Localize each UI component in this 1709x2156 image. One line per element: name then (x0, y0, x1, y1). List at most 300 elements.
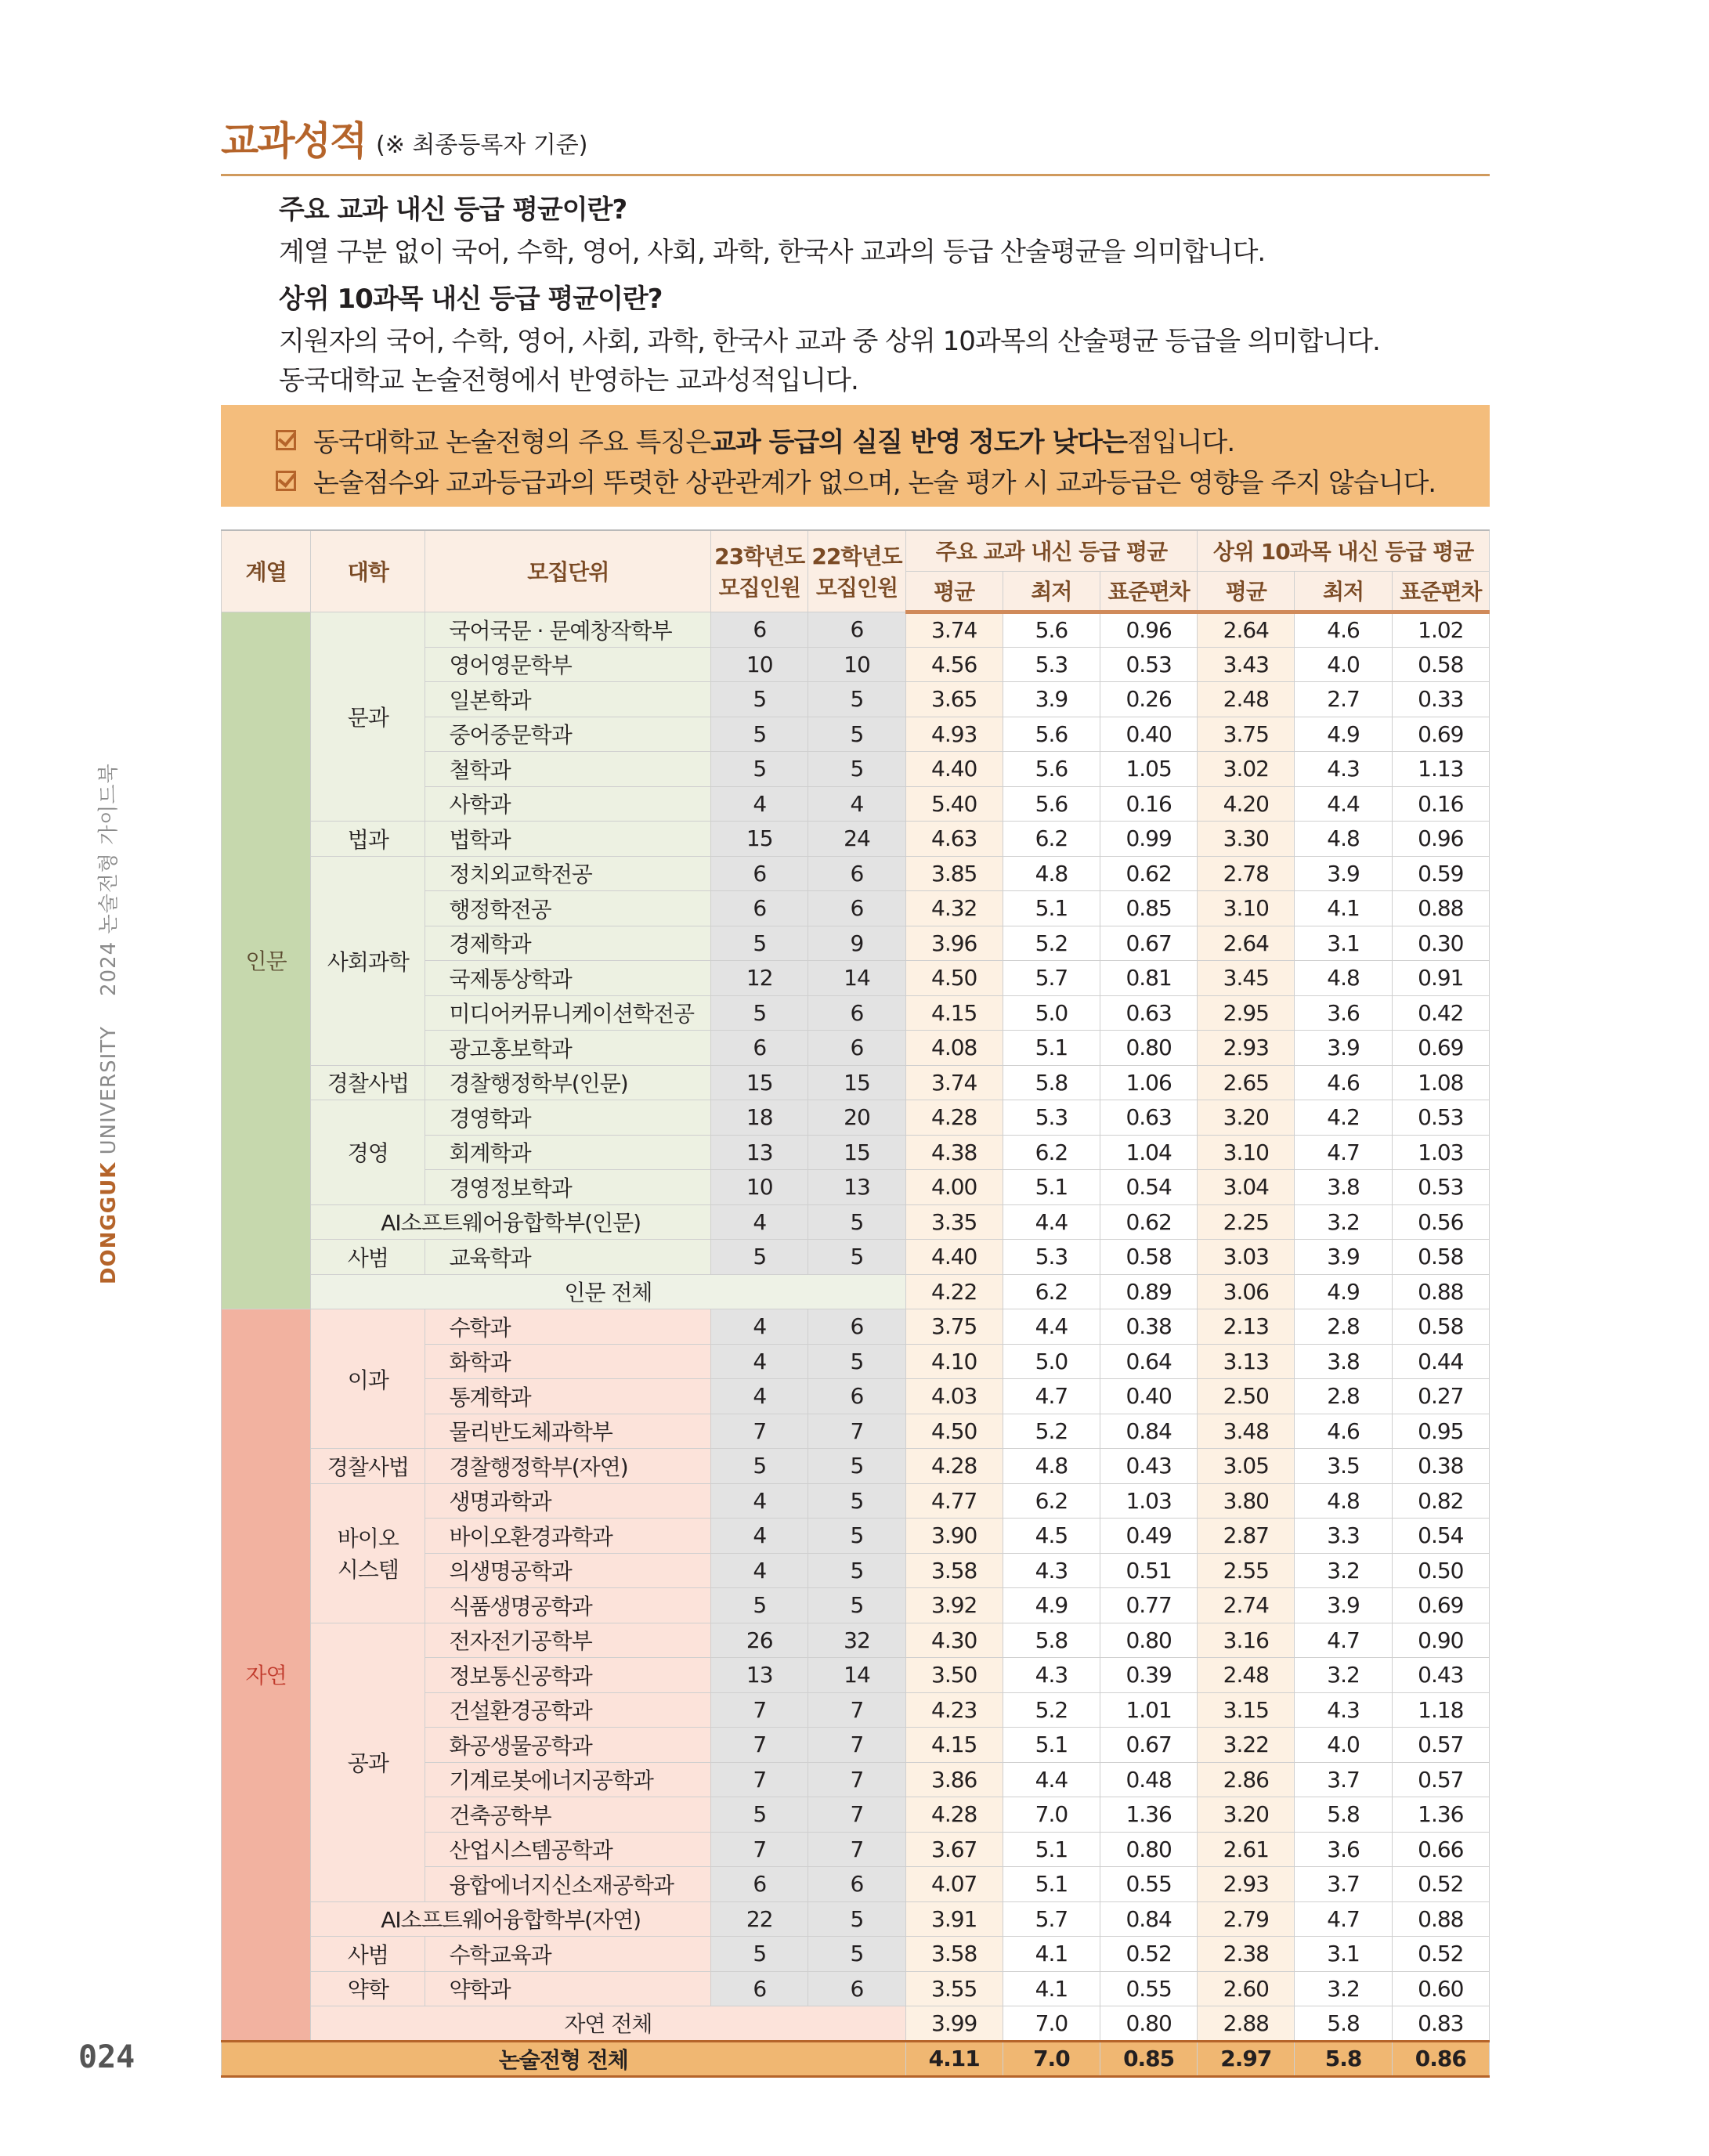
table-row (222, 1100, 1490, 1136)
top10-std-cell: 0.16 (1392, 786, 1489, 822)
group-cell: 인문 (222, 612, 311, 1309)
quota-22-cell: 5 (808, 1553, 905, 1588)
header-std: 표준편차 (1100, 571, 1198, 612)
top10-avg-cell: 2.38 (1198, 1937, 1295, 1972)
unit-cell: 미디어커뮤니케이션학전공 (425, 995, 711, 1031)
header-avg: 평균 (1198, 571, 1295, 612)
subtotal-label: 자연 전체 (311, 2006, 905, 2042)
grades-table (221, 529, 1490, 2078)
main-std-cell: 0.38 (1100, 1309, 1198, 1345)
main-std-cell: 0.85 (1100, 2041, 1198, 2076)
main-min-cell: 5.2 (1003, 926, 1100, 961)
quota-22-cell: 5 (808, 1937, 905, 1972)
top10-std-cell: 0.52 (1392, 1937, 1489, 1972)
main-min-cell: 7.0 (1003, 2006, 1100, 2042)
main-avg-cell: 3.85 (905, 856, 1003, 891)
quota-23-cell: 5 (711, 682, 808, 717)
header-unit: 모집단위 (425, 530, 711, 612)
quota-22-cell: 6 (808, 612, 905, 647)
quota-22-cell: 7 (808, 1728, 905, 1763)
main-avg-cell: 4.00 (905, 1170, 1003, 1205)
top10-std-cell: 1.18 (1392, 1692, 1489, 1728)
main-avg-cell: 3.58 (905, 1937, 1003, 1972)
top10-min-cell: 3.2 (1295, 1553, 1392, 1588)
top10-std-cell: 0.44 (1392, 1344, 1489, 1379)
main-min-cell: 5.6 (1003, 717, 1100, 752)
top10-min-cell: 4.6 (1295, 1065, 1392, 1100)
quota-23-cell: 6 (711, 612, 808, 647)
main-min-cell: 5.1 (1003, 1031, 1100, 1066)
main-avg-cell: 4.63 (905, 822, 1003, 857)
main-std-cell: 0.77 (1100, 1588, 1198, 1623)
top10-avg-cell: 2.93 (1198, 1867, 1295, 1902)
top10-min-cell: 5.8 (1295, 2041, 1392, 2076)
top10-avg-cell: 3.13 (1198, 1344, 1295, 1379)
top10-avg-cell: 3.30 (1198, 822, 1295, 857)
main-avg-cell: 4.50 (905, 1414, 1003, 1449)
header-group: 계열 (222, 530, 311, 612)
top10-avg-cell: 2.95 (1198, 995, 1295, 1031)
main-std-cell: 0.49 (1100, 1519, 1198, 1554)
main-std-cell: 0.39 (1100, 1658, 1198, 1693)
unit-cell: 교육학과 (425, 1240, 711, 1275)
main-std-cell: 0.81 (1100, 961, 1198, 996)
top10-avg-cell: 3.10 (1198, 891, 1295, 926)
quota-23-cell: 5 (711, 717, 808, 752)
unit-cell: 중어중문학과 (425, 717, 711, 752)
main-min-cell: 4.7 (1003, 1379, 1100, 1414)
top10-avg-cell: 3.10 (1198, 1135, 1295, 1170)
main-min-cell: 5.8 (1003, 1623, 1100, 1658)
quota-23-cell: 7 (711, 1832, 808, 1867)
quota-23-cell: 7 (711, 1692, 808, 1728)
college-cell: 사범 (311, 1240, 425, 1275)
main-avg-cell: 3.58 (905, 1553, 1003, 1588)
top10-min-cell: 4.9 (1295, 1274, 1392, 1309)
quota-23-cell: 5 (711, 1797, 808, 1833)
header-college: 대학 (311, 530, 425, 612)
top10-min-cell: 4.6 (1295, 1414, 1392, 1449)
main-avg-cell: 4.40 (905, 752, 1003, 787)
main-std-cell: 0.67 (1100, 926, 1198, 961)
main-avg-cell: 4.56 (905, 647, 1003, 682)
main-std-cell: 0.80 (1100, 1623, 1198, 1658)
quota-22-cell: 4 (808, 786, 905, 822)
main-avg-cell: 3.92 (905, 1588, 1003, 1623)
main-std-cell: 1.36 (1100, 1797, 1198, 1833)
unit-cell: AI소프트웨어융합학부(자연) (311, 1901, 711, 1937)
page-number: 024 (78, 2039, 135, 2075)
brand-suffix: UNIVERSITY (97, 1025, 121, 1162)
top10-min-cell: 4.7 (1295, 1901, 1392, 1937)
quota-23-cell: 5 (711, 1449, 808, 1484)
quota-23-cell: 7 (711, 1762, 808, 1797)
table-row (222, 1971, 1490, 2006)
top10-min-cell: 3.6 (1295, 1832, 1392, 1867)
top10-min-cell: 4.7 (1295, 1623, 1392, 1658)
unit-cell: 경찰행정학부(인문) (425, 1065, 711, 1100)
college-cell: 법과 (311, 822, 425, 857)
top10-avg-cell: 2.48 (1198, 1658, 1295, 1693)
unit-cell: 경영학과 (425, 1100, 711, 1136)
top10-std-cell: 0.54 (1392, 1519, 1489, 1554)
top10-avg-cell: 2.86 (1198, 1762, 1295, 1797)
main-std-cell: 0.80 (1100, 1832, 1198, 1867)
unit-cell: 기계로봇에너지공학과 (425, 1762, 711, 1797)
top10-avg-cell: 2.87 (1198, 1519, 1295, 1554)
quota-23-cell: 10 (711, 1170, 808, 1205)
quota-23-cell: 4 (711, 1344, 808, 1379)
main-avg-cell: 3.91 (905, 1901, 1003, 1937)
top10-min-cell: 4.8 (1295, 822, 1392, 857)
college-cell: 바이오 시스템 (311, 1483, 425, 1623)
title-note: (※ 최종등록자 기준) (376, 132, 588, 159)
main-avg-cell: 3.99 (905, 2006, 1003, 2042)
top10-min-cell: 3.5 (1295, 1449, 1392, 1484)
main-std-cell: 0.55 (1100, 1971, 1198, 2006)
college-cell: 문과 (311, 612, 425, 822)
brand-name: DONGGUK (97, 1161, 121, 1284)
main-avg-cell: 3.50 (905, 1658, 1003, 1693)
top10-std-cell: 0.88 (1392, 1901, 1489, 1937)
quota-23-cell: 4 (711, 786, 808, 822)
top10-avg-cell: 2.64 (1198, 612, 1295, 647)
quota-23-cell: 15 (711, 1065, 808, 1100)
quota-22-cell: 6 (808, 1031, 905, 1066)
unit-cell: 사학과 (425, 786, 711, 822)
main-min-cell: 4.3 (1003, 1553, 1100, 1588)
unit-cell: 영어영문학부 (425, 647, 711, 682)
main-std-cell: 0.64 (1100, 1344, 1198, 1379)
main-avg-cell: 4.22 (905, 1274, 1003, 1309)
top10-avg-cell: 3.20 (1198, 1100, 1295, 1136)
main-min-cell: 5.6 (1003, 786, 1100, 822)
group-cell: 자연 (222, 1309, 311, 2042)
top10-avg-cell: 3.04 (1198, 1170, 1295, 1205)
top10-min-cell: 4.3 (1295, 752, 1392, 787)
quota-22-cell: 5 (808, 1588, 905, 1623)
checkbox-icon (276, 430, 296, 450)
main-min-cell: 4.9 (1003, 1588, 1100, 1623)
top10-std-cell: 0.30 (1392, 926, 1489, 961)
table-row (222, 1901, 1490, 1937)
unit-cell: 화학과 (425, 1344, 711, 1379)
main-avg-cell: 4.93 (905, 717, 1003, 752)
table-row (222, 1937, 1490, 1972)
top10-avg-cell: 2.88 (1198, 2006, 1295, 2042)
top10-avg-cell: 3.03 (1198, 1240, 1295, 1275)
main-avg-cell: 4.28 (905, 1100, 1003, 1136)
notice-item-2 (276, 461, 1436, 500)
main-std-cell: 0.89 (1100, 1274, 1198, 1309)
main-min-cell: 6.2 (1003, 1483, 1100, 1519)
main-min-cell: 5.3 (1003, 1100, 1100, 1136)
quota-22-cell: 15 (808, 1135, 905, 1170)
unit-cell: 산업시스템공학과 (425, 1832, 711, 1867)
main-min-cell: 5.2 (1003, 1414, 1100, 1449)
main-std-cell: 0.43 (1100, 1449, 1198, 1484)
quota-23-cell: 15 (711, 822, 808, 857)
top10-min-cell: 3.6 (1295, 995, 1392, 1031)
unit-cell: 정보통신공학과 (425, 1658, 711, 1693)
main-std-cell: 0.80 (1100, 2006, 1198, 2042)
main-avg-cell: 4.23 (905, 1692, 1003, 1728)
main-min-cell: 4.1 (1003, 1937, 1100, 1972)
main-avg-cell: 4.08 (905, 1031, 1003, 1066)
unit-cell: 경찰행정학부(자연) (425, 1449, 711, 1484)
unit-cell: 의생명공학과 (425, 1553, 711, 1588)
quota-22-cell: 20 (808, 1100, 905, 1136)
top10-min-cell: 4.6 (1295, 612, 1392, 647)
main-std-cell: 0.96 (1100, 612, 1198, 647)
top10-min-cell: 3.3 (1295, 1519, 1392, 1554)
main-avg-cell: 4.77 (905, 1483, 1003, 1519)
top10-avg-cell: 2.97 (1198, 2041, 1295, 2076)
top10-avg-cell: 3.22 (1198, 1728, 1295, 1763)
header-main-average: 주요 교과 내신 등급 평균 (905, 530, 1198, 571)
unit-cell: AI소프트웨어융합학부(인문) (311, 1204, 711, 1240)
top10-min-cell: 2.7 (1295, 682, 1392, 717)
top10-std-cell: 0.86 (1392, 2041, 1489, 2076)
main-min-cell: 5.7 (1003, 1901, 1100, 1937)
main-min-cell: 5.1 (1003, 1832, 1100, 1867)
quota-22-cell: 5 (808, 1204, 905, 1240)
main-min-cell: 6.2 (1003, 1274, 1100, 1309)
quota-22-cell: 6 (808, 1971, 905, 2006)
main-std-cell: 0.52 (1100, 1937, 1198, 1972)
main-min-cell: 5.3 (1003, 647, 1100, 682)
main-std-cell: 0.40 (1100, 717, 1198, 752)
top10-std-cell: 0.50 (1392, 1553, 1489, 1588)
main-avg-cell: 4.28 (905, 1449, 1003, 1484)
main-avg-cell: 3.35 (905, 1204, 1003, 1240)
top10-std-cell: 0.82 (1392, 1483, 1489, 1519)
top10-min-cell: 3.7 (1295, 1867, 1392, 1902)
main-std-cell: 0.62 (1100, 1204, 1198, 1240)
college-cell: 경영 (311, 1100, 425, 1205)
college-cell: 사범 (311, 1937, 425, 1972)
top10-std-cell: 0.95 (1392, 1414, 1489, 1449)
top10-min-cell: 5.8 (1295, 1797, 1392, 1833)
unit-cell: 약학과 (425, 1971, 711, 2006)
top10-min-cell: 3.2 (1295, 1204, 1392, 1240)
checkbox-icon (276, 471, 296, 491)
quota-22-cell: 24 (808, 822, 905, 857)
quota-23-cell: 5 (711, 1937, 808, 1972)
main-std-cell: 0.51 (1100, 1553, 1198, 1588)
top10-std-cell: 0.69 (1392, 717, 1489, 752)
top10-avg-cell: 3.05 (1198, 1449, 1295, 1484)
main-min-cell: 3.9 (1003, 682, 1100, 717)
unit-cell: 철학과 (425, 752, 711, 787)
main-std-cell: 0.58 (1100, 1240, 1198, 1275)
top10-std-cell: 0.53 (1392, 1170, 1489, 1205)
unit-cell: 건축공학부 (425, 1797, 711, 1833)
top10-std-cell: 0.58 (1392, 1240, 1489, 1275)
unit-cell: 화공생물공학과 (425, 1728, 711, 1763)
top10-min-cell: 4.7 (1295, 1135, 1392, 1170)
unit-cell: 일본학과 (425, 682, 711, 717)
main-avg-cell: 3.65 (905, 682, 1003, 717)
college-cell: 사회과학 (311, 856, 425, 1065)
main-min-cell: 5.0 (1003, 1344, 1100, 1379)
main-avg-cell: 3.55 (905, 1971, 1003, 2006)
top10-avg-cell: 2.74 (1198, 1588, 1295, 1623)
top10-avg-cell: 2.64 (1198, 926, 1295, 961)
main-min-cell: 4.8 (1003, 856, 1100, 891)
top10-min-cell: 5.8 (1295, 2006, 1392, 2042)
main-std-cell: 0.67 (1100, 1728, 1198, 1763)
grand-total-row (222, 2041, 1490, 2076)
top10-avg-cell: 2.48 (1198, 682, 1295, 717)
top10-std-cell: 0.59 (1392, 856, 1489, 891)
main-min-cell: 4.8 (1003, 1449, 1100, 1484)
quota-22-cell: 5 (808, 1344, 905, 1379)
quota-22-cell: 6 (808, 995, 905, 1031)
unit-cell: 광고홍보학과 (425, 1031, 711, 1066)
quota-23-cell: 6 (711, 856, 808, 891)
top10-min-cell: 4.2 (1295, 1100, 1392, 1136)
main-std-cell: 0.80 (1100, 1031, 1198, 1066)
top10-min-cell: 3.9 (1295, 1240, 1392, 1275)
top10-std-cell: 0.58 (1392, 647, 1489, 682)
top10-std-cell: 0.91 (1392, 961, 1489, 996)
main-avg-cell: 4.38 (905, 1135, 1003, 1170)
unit-cell: 수학과 (425, 1309, 711, 1345)
quota-22-cell: 5 (808, 1519, 905, 1554)
main-std-cell: 0.16 (1100, 786, 1198, 822)
guide-title: 2024 논술전형 가이드북 (97, 763, 121, 996)
unit-cell: 식품생명공학과 (425, 1588, 711, 1623)
top10-min-cell: 4.8 (1295, 1483, 1392, 1519)
unit-cell: 경제학과 (425, 926, 711, 961)
notice-text: 점입니다. (1126, 427, 1235, 458)
top10-min-cell: 4.9 (1295, 717, 1392, 752)
main-avg-cell: 4.11 (905, 2041, 1003, 2076)
main-min-cell: 4.1 (1003, 1971, 1100, 2006)
quota-22-cell: 6 (808, 856, 905, 891)
subtotal-label: 인문 전체 (311, 1274, 905, 1309)
top10-avg-cell: 3.80 (1198, 1483, 1295, 1519)
quota-23-cell: 5 (711, 752, 808, 787)
top10-min-cell: 2.8 (1295, 1309, 1392, 1345)
question-main-average: 주요 교과 내신 등급 평균이란? (279, 194, 627, 226)
quota-23-cell: 12 (711, 961, 808, 996)
unit-cell: 바이오환경과학과 (425, 1519, 711, 1554)
subtotal-row (222, 2006, 1490, 2042)
quota-23-cell: 7 (711, 1414, 808, 1449)
answer-top10-line1: 지원자의 국어, 수학, 영어, 사회, 과학, 한국사 교과 중 상위 10과목의 산술평균 등급을 의미합니다. (279, 326, 1380, 357)
top10-min-cell: 4.8 (1295, 961, 1392, 996)
main-avg-cell: 3.75 (905, 1309, 1003, 1345)
table-row (222, 856, 1490, 891)
main-std-cell: 0.48 (1100, 1762, 1198, 1797)
unit-cell: 행정학전공 (425, 891, 711, 926)
main-std-cell: 1.05 (1100, 752, 1198, 787)
quota-22-cell: 5 (808, 1240, 905, 1275)
top10-std-cell: 0.69 (1392, 1031, 1489, 1066)
subtotal-row (222, 1274, 1490, 1309)
top10-avg-cell: 2.55 (1198, 1553, 1295, 1588)
quota-23-cell: 7 (711, 1728, 808, 1763)
quota-22-cell: 5 (808, 1449, 905, 1484)
quota-23-cell: 4 (711, 1553, 808, 1588)
table-row (222, 1204, 1490, 1240)
main-avg-cell: 4.15 (905, 995, 1003, 1031)
quota-22-cell: 6 (808, 1309, 905, 1345)
college-cell: 경찰사법 (311, 1065, 425, 1100)
main-std-cell: 1.04 (1100, 1135, 1198, 1170)
top10-avg-cell: 3.43 (1198, 647, 1295, 682)
main-min-cell: 6.2 (1003, 822, 1100, 857)
main-std-cell: 1.03 (1100, 1483, 1198, 1519)
quota-23-cell: 18 (711, 1100, 808, 1136)
unit-cell: 수학교육과 (425, 1937, 711, 1972)
header-std: 표준편차 (1392, 571, 1489, 612)
top10-std-cell: 0.52 (1392, 1867, 1489, 1902)
quota-22-cell: 10 (808, 647, 905, 682)
quota-23-cell: 5 (711, 1240, 808, 1275)
quota-22-cell: 7 (808, 1692, 905, 1728)
top10-min-cell: 3.7 (1295, 1762, 1392, 1797)
top10-avg-cell: 2.50 (1198, 1379, 1295, 1414)
main-min-cell: 5.1 (1003, 1170, 1100, 1205)
table-row (222, 1449, 1490, 1484)
college-cell: 공과 (311, 1623, 425, 1901)
top10-std-cell: 0.66 (1392, 1832, 1489, 1867)
top10-avg-cell: 2.61 (1198, 1832, 1295, 1867)
main-avg-cell: 4.50 (905, 961, 1003, 996)
main-min-cell: 5.1 (1003, 891, 1100, 926)
top10-std-cell: 0.53 (1392, 1100, 1489, 1136)
page-title: 교과성적 (221, 118, 367, 164)
top10-avg-cell: 3.45 (1198, 961, 1295, 996)
notice-text: 논술점수와 교과등급과의 뚜렷한 상관관계가 없으며, 논술 평가 시 교과등급은 영향을 주지 않습니다. (313, 468, 1436, 499)
quota-23-cell: 4 (711, 1309, 808, 1345)
main-avg-cell: 3.67 (905, 1832, 1003, 1867)
main-avg-cell: 4.15 (905, 1728, 1003, 1763)
side-label (92, 763, 121, 1284)
quota-22-cell: 7 (808, 1797, 905, 1833)
top10-avg-cell: 3.02 (1198, 752, 1295, 787)
quota-22-cell: 9 (808, 926, 905, 961)
top10-std-cell: 0.88 (1392, 891, 1489, 926)
top10-min-cell: 3.2 (1295, 1658, 1392, 1693)
table-row (222, 612, 1490, 647)
unit-cell: 경영정보학과 (425, 1170, 711, 1205)
top10-std-cell: 0.57 (1392, 1762, 1489, 1797)
quota-22-cell: 14 (808, 1658, 905, 1693)
top10-min-cell: 2.8 (1295, 1379, 1392, 1414)
top10-avg-cell: 3.75 (1198, 717, 1295, 752)
quota-22-cell: 14 (808, 961, 905, 996)
main-min-cell: 5.6 (1003, 752, 1100, 787)
main-std-cell: 0.84 (1100, 1414, 1198, 1449)
quota-22-cell: 5 (808, 1483, 905, 1519)
top10-std-cell: 0.69 (1392, 1588, 1489, 1623)
quota-22-cell: 6 (808, 891, 905, 926)
unit-cell: 생명과학과 (425, 1483, 711, 1519)
header-min: 최저 (1003, 571, 1100, 612)
top10-min-cell: 3.1 (1295, 926, 1392, 961)
top10-std-cell: 0.33 (1392, 682, 1489, 717)
top10-avg-cell: 3.16 (1198, 1623, 1295, 1658)
main-std-cell: 0.40 (1100, 1379, 1198, 1414)
main-avg-cell: 4.07 (905, 1867, 1003, 1902)
top10-min-cell: 4.4 (1295, 786, 1392, 822)
quota-22-cell: 13 (808, 1170, 905, 1205)
header-min: 최저 (1295, 571, 1392, 612)
